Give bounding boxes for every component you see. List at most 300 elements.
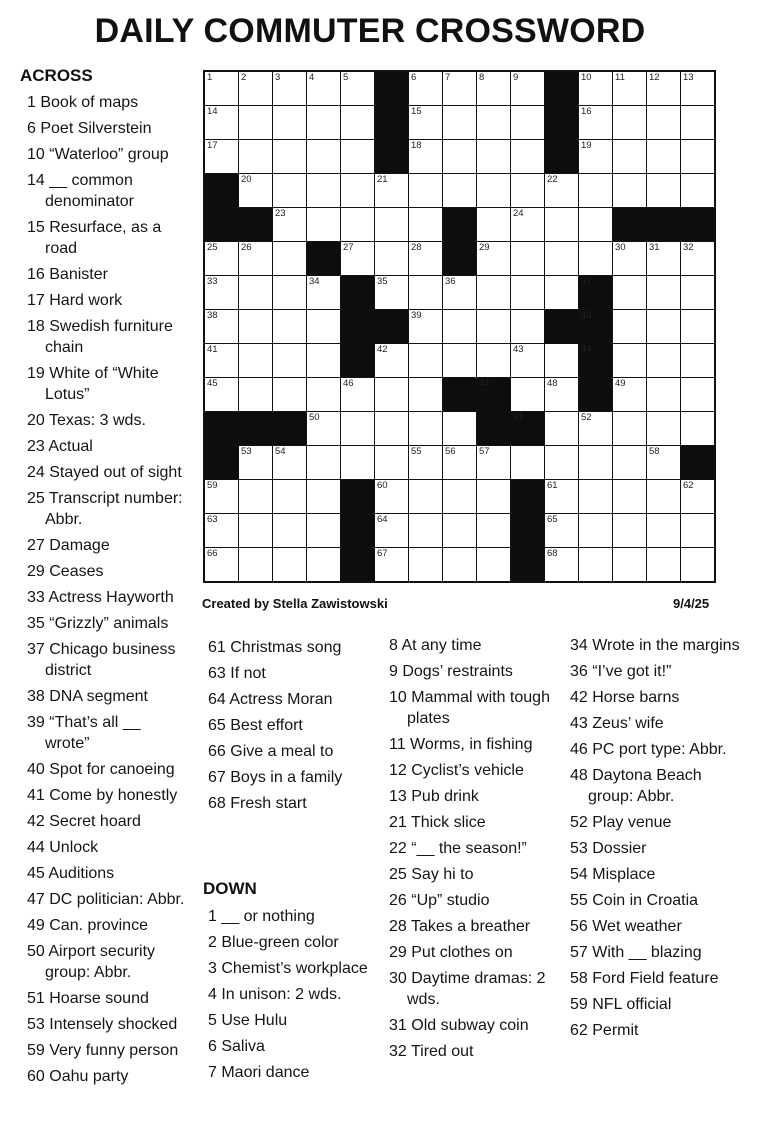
grid-cell[interactable]	[681, 514, 714, 547]
grid-cell[interactable]	[239, 310, 272, 343]
grid-cell[interactable]	[205, 310, 238, 343]
grid-cell[interactable]	[545, 378, 578, 411]
grid-cell[interactable]	[545, 514, 578, 547]
grid-cell[interactable]	[477, 310, 510, 343]
grid-cell[interactable]	[273, 378, 306, 411]
grid-cell[interactable]	[681, 548, 714, 581]
grid-cell[interactable]	[273, 242, 306, 275]
grid-cell[interactable]	[545, 344, 578, 377]
across-clue: 65 Best effort	[208, 717, 303, 734]
grid-cell[interactable]	[647, 446, 680, 479]
cell-number: 48	[547, 378, 558, 389]
across-clue: 63 If not	[208, 665, 266, 682]
grid-cell[interactable]	[613, 480, 646, 513]
grid-cell[interactable]	[579, 412, 612, 445]
grid-cell[interactable]	[511, 106, 544, 139]
across-clue: 67 Boys in a family	[208, 769, 343, 786]
grid-cell[interactable]	[409, 412, 442, 445]
grid-cell[interactable]	[545, 208, 578, 241]
cell-number: 66	[207, 548, 218, 559]
grid-cell[interactable]	[511, 242, 544, 275]
across-heading: ACROSS	[20, 66, 93, 85]
down-clue: 2 Blue-green color	[208, 934, 339, 951]
grid-cell[interactable]	[307, 446, 340, 479]
grid-cell[interactable]	[579, 140, 612, 173]
across-clue: 45 Auditions	[27, 865, 115, 882]
across-clue: 23 Actual	[27, 438, 93, 455]
grid-cell[interactable]	[409, 514, 442, 547]
grid-cell[interactable]	[239, 548, 272, 581]
grid-cell[interactable]	[443, 480, 476, 513]
grid-cell[interactable]	[613, 276, 646, 309]
grid-cell[interactable]	[239, 140, 272, 173]
grid-cell[interactable]	[273, 208, 306, 241]
cell-number: 62	[683, 480, 694, 491]
grid-block	[579, 276, 612, 309]
cell-number: 14	[207, 106, 218, 117]
grid-cell[interactable]	[409, 106, 442, 139]
grid-cell[interactable]	[647, 276, 680, 309]
grid-cell[interactable]	[205, 276, 238, 309]
grid-cell[interactable]	[375, 174, 408, 207]
grid-cell[interactable]	[409, 548, 442, 581]
across-clue: 19 White of “White Lotus”	[27, 365, 159, 403]
grid-cell[interactable]	[511, 140, 544, 173]
grid-cell[interactable]	[273, 174, 306, 207]
across-clue: 35 “Grizzly” animals	[27, 615, 169, 632]
grid-cell[interactable]	[477, 446, 510, 479]
grid-cell[interactable]	[307, 140, 340, 173]
grid-cell[interactable]	[443, 72, 476, 105]
grid-cell[interactable]	[409, 208, 442, 241]
down-clue: 32 Tired out	[389, 1043, 474, 1060]
cell-number: 19	[581, 140, 592, 151]
grid-cell[interactable]	[681, 480, 714, 513]
across-clue: 59 Very funny person	[27, 1042, 179, 1059]
grid-block	[341, 548, 374, 581]
across-clue: 18 Swedish furniture chain	[27, 318, 173, 356]
across-clue: 17 Hard work	[27, 292, 123, 309]
cell-number: 47	[479, 378, 490, 389]
grid-cell[interactable]	[409, 174, 442, 207]
down-clues-column-2	[389, 635, 559, 1067]
grid-cell[interactable]	[273, 514, 306, 547]
grid-cell[interactable]	[409, 242, 442, 275]
grid-cell[interactable]	[375, 548, 408, 581]
grid-cell[interactable]	[307, 412, 340, 445]
grid-cell[interactable]	[477, 140, 510, 173]
cell-number: 11	[615, 72, 625, 83]
grid-cell[interactable]	[205, 548, 238, 581]
grid-cell[interactable]	[307, 106, 340, 139]
grid-cell[interactable]	[613, 514, 646, 547]
cell-number: 36	[445, 276, 456, 287]
down-clue: 10 Mammal with tough plates	[389, 689, 550, 727]
grid-block	[307, 242, 340, 275]
grid-cell[interactable]	[681, 310, 714, 343]
down-clue: 58 Ford Field feature	[570, 970, 719, 987]
grid-cell[interactable]	[443, 310, 476, 343]
across-clue: 64 Actress Moran	[208, 691, 333, 708]
puzzle-title: DAILY COMMUTER CROSSWORD	[94, 12, 646, 50]
grid-cell[interactable]	[477, 242, 510, 275]
grid-cell[interactable]	[613, 174, 646, 207]
down-clue: 57 With __ blazing	[570, 944, 702, 961]
down-clue: 53 Dossier	[570, 840, 647, 857]
cell-number: 15	[411, 106, 422, 117]
grid-cell[interactable]	[681, 140, 714, 173]
cell-number: 46	[343, 378, 354, 389]
grid-block	[273, 412, 306, 445]
grid-cell[interactable]	[681, 242, 714, 275]
grid-cell[interactable]	[545, 276, 578, 309]
grid-block	[545, 72, 578, 105]
grid-cell[interactable]	[307, 378, 340, 411]
grid-cell[interactable]	[477, 548, 510, 581]
cell-number: 28	[411, 242, 422, 253]
grid-cell[interactable]	[443, 174, 476, 207]
across-clue: 49 Can. province	[27, 917, 148, 934]
cell-number: 7	[445, 72, 451, 83]
grid-cell[interactable]	[443, 344, 476, 377]
down-clue: 3 Chemist’s workplace	[208, 960, 368, 977]
grid-cell[interactable]	[545, 174, 578, 207]
grid-cell[interactable]	[273, 446, 306, 479]
grid-cell[interactable]	[307, 276, 340, 309]
grid-cell[interactable]	[239, 174, 272, 207]
grid-cell[interactable]	[307, 514, 340, 547]
cell-number: 22	[547, 174, 558, 185]
grid-cell[interactable]	[341, 106, 374, 139]
grid-cell[interactable]	[341, 208, 374, 241]
grid-cell[interactable]	[613, 140, 646, 173]
grid-cell[interactable]	[477, 72, 510, 105]
grid-block	[341, 480, 374, 513]
grid-block	[375, 140, 408, 173]
grid-cell[interactable]	[205, 106, 238, 139]
cell-number: 59	[207, 480, 218, 491]
grid-cell[interactable]	[477, 344, 510, 377]
down-clue: 48 Daytona Beach group: Abbr.	[570, 767, 702, 805]
across-clue: 39 “That’s all __ wrote”	[27, 714, 141, 752]
grid-cell[interactable]	[681, 344, 714, 377]
grid-cell[interactable]	[613, 344, 646, 377]
grid-cell[interactable]	[681, 412, 714, 445]
grid-block	[511, 514, 544, 547]
grid-cell[interactable]	[375, 242, 408, 275]
cell-number: 58	[649, 446, 660, 457]
grid-cell[interactable]	[375, 344, 408, 377]
grid-cell[interactable]	[579, 174, 612, 207]
grid-block	[511, 412, 544, 445]
grid-cell[interactable]	[375, 514, 408, 547]
grid-cell[interactable]	[307, 72, 340, 105]
cell-number: 67	[377, 548, 388, 559]
cell-number: 52	[581, 412, 592, 423]
cell-number: 2	[241, 72, 247, 83]
grid-cell[interactable]	[409, 276, 442, 309]
grid-cell[interactable]	[307, 548, 340, 581]
grid-cell[interactable]	[579, 514, 612, 547]
down-clue: 22 “__ the season!”	[389, 840, 527, 857]
grid-cell[interactable]	[647, 344, 680, 377]
grid-cell[interactable]	[239, 378, 272, 411]
grid-cell[interactable]	[307, 480, 340, 513]
grid-cell[interactable]	[443, 140, 476, 173]
grid-cell[interactable]	[477, 174, 510, 207]
down-clue: 34 Wrote in the margins	[570, 637, 740, 654]
grid-cell[interactable]	[477, 480, 510, 513]
grid-block	[443, 242, 476, 275]
grid-cell[interactable]	[647, 480, 680, 513]
grid-cell[interactable]	[409, 480, 442, 513]
across-clue: 14 __ common denominator	[27, 172, 134, 210]
across-clues-column-1	[27, 92, 187, 1092]
across-clue: 38 DNA segment	[27, 688, 148, 705]
grid-cell[interactable]	[511, 208, 544, 241]
grid-cell[interactable]	[511, 174, 544, 207]
grid-cell[interactable]	[443, 412, 476, 445]
down-clue: 30 Daytime dramas: 2 wds.	[389, 970, 546, 1008]
grid-cell[interactable]	[375, 446, 408, 479]
grid-cell[interactable]	[681, 106, 714, 139]
grid-cell[interactable]	[647, 242, 680, 275]
grid-cell[interactable]	[341, 72, 374, 105]
across-clue: 41 Come by honestly	[27, 787, 178, 804]
cell-number: 3	[275, 72, 281, 83]
cell-number: 64	[377, 514, 388, 525]
cell-number: 50	[309, 412, 320, 423]
grid-cell[interactable]	[205, 140, 238, 173]
grid-cell[interactable]	[579, 208, 612, 241]
grid-cell[interactable]	[613, 412, 646, 445]
grid-cell[interactable]	[443, 548, 476, 581]
grid-cell[interactable]	[239, 72, 272, 105]
grid-cell[interactable]	[647, 72, 680, 105]
grid-cell[interactable]	[409, 140, 442, 173]
across-clue: 42 Secret hoard	[27, 813, 141, 830]
grid-cell[interactable]	[579, 446, 612, 479]
grid-cell[interactable]	[613, 72, 646, 105]
grid-cell[interactable]	[239, 242, 272, 275]
grid-cell[interactable]	[545, 242, 578, 275]
grid-cell[interactable]	[545, 548, 578, 581]
cell-number: 17	[207, 140, 218, 151]
down-clue: 62 Permit	[570, 1022, 639, 1039]
cell-number: 26	[241, 242, 252, 253]
down-clue: 55 Coin in Croatia	[570, 892, 699, 909]
grid-cell[interactable]	[409, 446, 442, 479]
byline: Created by Stella Zawistowski	[202, 596, 388, 611]
grid-cell[interactable]	[341, 378, 374, 411]
grid-cell[interactable]	[341, 412, 374, 445]
grid-cell[interactable]	[273, 548, 306, 581]
across-clue: 66 Give a meal to	[208, 743, 334, 760]
grid-cell[interactable]	[307, 344, 340, 377]
grid-cell[interactable]	[409, 72, 442, 105]
grid-cell[interactable]	[681, 72, 714, 105]
down-clue: 12 Cyclist’s vehicle	[389, 762, 524, 779]
grid-cell[interactable]	[239, 276, 272, 309]
grid-cell[interactable]	[613, 378, 646, 411]
grid-cell[interactable]	[511, 310, 544, 343]
grid-cell[interactable]	[273, 344, 306, 377]
across-clue: 37 Chicago business district	[27, 641, 176, 679]
grid-cell[interactable]	[579, 548, 612, 581]
grid-cell[interactable]	[443, 276, 476, 309]
cell-number: 12	[649, 72, 660, 83]
cell-number: 68	[547, 548, 558, 559]
cell-number: 45	[207, 378, 218, 389]
grid-cell[interactable]	[545, 446, 578, 479]
cell-number: 9	[513, 72, 519, 83]
grid-cell[interactable]	[511, 276, 544, 309]
cell-number: 6	[411, 72, 417, 83]
grid-cell[interactable]	[681, 378, 714, 411]
cell-number: 55	[411, 446, 422, 457]
cell-number: 4	[309, 72, 315, 83]
cell-number: 35	[377, 276, 388, 287]
grid-cell[interactable]	[409, 344, 442, 377]
grid-cell[interactable]	[613, 548, 646, 581]
grid-cell[interactable]	[477, 106, 510, 139]
cell-number: 54	[275, 446, 286, 457]
grid-cell[interactable]	[307, 174, 340, 207]
grid-cell[interactable]	[239, 514, 272, 547]
down-clue: 4 In unison: 2 wds.	[208, 986, 342, 1003]
grid-block	[477, 412, 510, 445]
crossword-grid	[203, 70, 716, 583]
grid-cell[interactable]	[613, 310, 646, 343]
down-clue: 54 Misplace	[570, 866, 656, 883]
grid-cell[interactable]	[511, 344, 544, 377]
down-clue: 52 Play venue	[570, 814, 672, 831]
cell-number: 56	[445, 446, 456, 457]
grid-cell[interactable]	[511, 446, 544, 479]
grid-cell[interactable]	[205, 480, 238, 513]
grid-cell[interactable]	[477, 208, 510, 241]
grid-cell[interactable]	[205, 72, 238, 105]
down-clue: 9 Dogs’ restraints	[389, 663, 513, 680]
cell-number: 41	[207, 344, 218, 355]
grid-cell[interactable]	[477, 514, 510, 547]
grid-cell[interactable]	[681, 174, 714, 207]
grid-cell[interactable]	[579, 480, 612, 513]
grid-cell[interactable]	[341, 140, 374, 173]
grid-cell[interactable]	[375, 412, 408, 445]
down-clue: 11 Worms, in fishing	[389, 736, 533, 753]
grid-cell[interactable]	[681, 276, 714, 309]
cell-number: 65	[547, 514, 558, 525]
cell-number: 31	[649, 242, 660, 253]
cell-number: 44	[581, 344, 592, 355]
down-clue: 36 “I’ve got it!”	[570, 663, 672, 680]
grid-cell[interactable]	[545, 480, 578, 513]
across-clue: 47 DC politician: Abbr.	[27, 891, 185, 908]
cell-number: 20	[241, 174, 252, 185]
grid-cell[interactable]	[443, 514, 476, 547]
grid-cell[interactable]	[273, 106, 306, 139]
grid-block	[579, 310, 612, 343]
cell-number: 33	[207, 276, 218, 287]
grid-cell[interactable]	[205, 378, 238, 411]
grid-cell[interactable]	[307, 208, 340, 241]
cell-number: 34	[309, 276, 320, 287]
across-clue: 61 Christmas song	[208, 639, 342, 656]
grid-cell[interactable]	[443, 446, 476, 479]
grid-cell[interactable]	[409, 378, 442, 411]
grid-cell[interactable]	[375, 208, 408, 241]
grid-cell[interactable]	[647, 412, 680, 445]
grid-cell[interactable]	[477, 276, 510, 309]
grid-cell[interactable]	[273, 72, 306, 105]
grid-cell[interactable]	[375, 276, 408, 309]
grid-cell[interactable]	[511, 72, 544, 105]
grid-cell[interactable]	[273, 480, 306, 513]
grid-cell[interactable]	[239, 344, 272, 377]
grid-block	[205, 208, 238, 241]
grid-cell[interactable]	[273, 310, 306, 343]
cell-number: 1	[207, 72, 213, 83]
grid-cell[interactable]	[647, 310, 680, 343]
grid-cell[interactable]	[579, 72, 612, 105]
cell-number: 30	[615, 242, 626, 253]
grid-cell[interactable]	[409, 310, 442, 343]
grid-cell[interactable]	[307, 310, 340, 343]
across-clue: 50 Airport security group: Abbr.	[27, 943, 156, 981]
cell-number: 5	[343, 72, 349, 83]
grid-cell[interactable]	[579, 106, 612, 139]
grid-cell[interactable]	[205, 514, 238, 547]
cell-number: 27	[343, 242, 354, 253]
grid-cell[interactable]	[545, 412, 578, 445]
grid-cell[interactable]	[613, 242, 646, 275]
grid-cell[interactable]	[273, 276, 306, 309]
grid-cell[interactable]	[647, 106, 680, 139]
grid-cell[interactable]	[205, 344, 238, 377]
grid-cell[interactable]	[375, 480, 408, 513]
grid-cell[interactable]	[205, 242, 238, 275]
grid-cell[interactable]	[647, 378, 680, 411]
grid-cell[interactable]	[239, 480, 272, 513]
cell-number: 43	[513, 344, 524, 355]
cell-number: 8	[479, 72, 485, 83]
grid-cell[interactable]	[273, 140, 306, 173]
grid-cell[interactable]	[647, 514, 680, 547]
grid-cell[interactable]	[613, 106, 646, 139]
grid-cell[interactable]	[443, 106, 476, 139]
grid-cell[interactable]	[239, 106, 272, 139]
across-clues-column-2	[208, 637, 386, 819]
grid-cell[interactable]	[579, 242, 612, 275]
grid-cell[interactable]	[511, 378, 544, 411]
cell-number: 25	[207, 242, 218, 253]
across-clue: 15 Resurface, as a road	[27, 219, 162, 257]
across-clue: 1 Book of maps	[27, 94, 139, 111]
grid-cell[interactable]	[341, 242, 374, 275]
cell-number: 37	[581, 276, 592, 287]
grid-cell[interactable]	[613, 446, 646, 479]
grid-cell[interactable]	[239, 446, 272, 479]
grid-cell[interactable]	[341, 446, 374, 479]
grid-cell[interactable]	[375, 378, 408, 411]
grid-cell[interactable]	[647, 174, 680, 207]
grid-cell[interactable]	[647, 140, 680, 173]
grid-cell[interactable]	[341, 174, 374, 207]
grid-cell[interactable]	[647, 548, 680, 581]
down-clue: 25 Say hi to	[389, 866, 474, 883]
down-clue: 43 Zeus’ wife	[570, 715, 664, 732]
